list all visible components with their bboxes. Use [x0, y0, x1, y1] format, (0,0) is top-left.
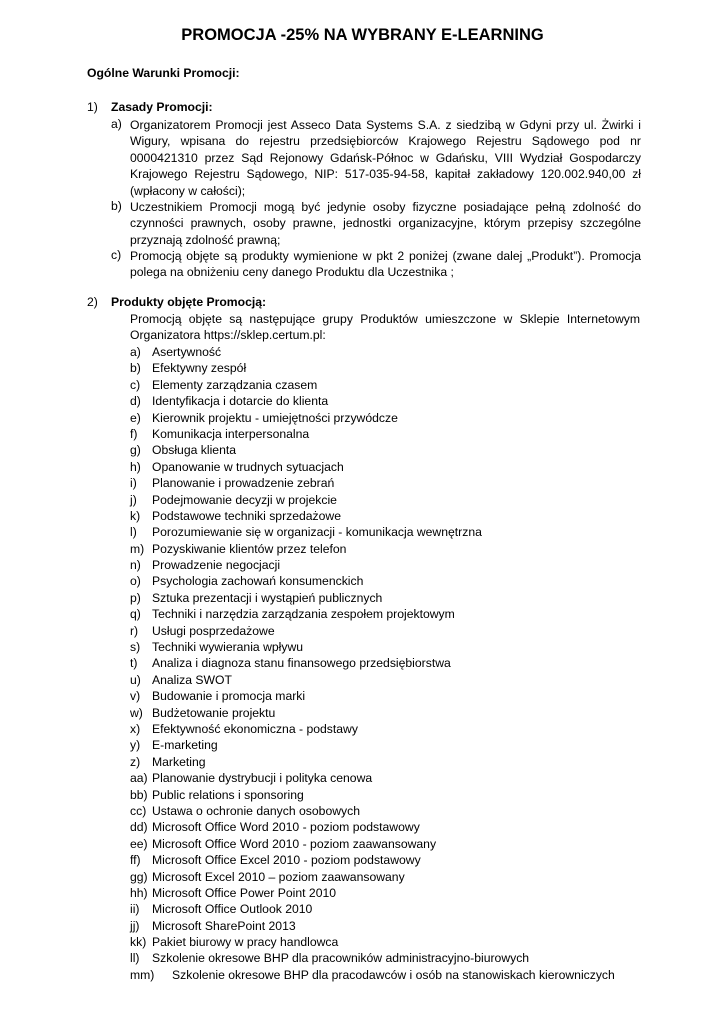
product-label: aa) — [130, 771, 148, 786]
product-list-item — [130, 852, 650, 868]
product-label: dd) — [130, 820, 148, 835]
product-label: t) — [130, 656, 138, 671]
product-name: Efektywny zespół — [152, 361, 247, 376]
section-1-number: 1) — [87, 100, 98, 114]
product-list-item — [130, 819, 650, 835]
product-name: Microsoft Office Word 2010 - poziom podstawowy — [152, 820, 420, 835]
product-list-item — [130, 934, 650, 950]
product-name: Podejmowanie decyzji w projekcie — [152, 492, 337, 507]
section-1-title: Zasady Promocji: — [111, 100, 213, 114]
product-name: Microsoft SharePoint 2013 — [152, 918, 296, 933]
product-label: ff) — [130, 853, 141, 868]
product-label: r) — [130, 623, 139, 638]
product-label: u) — [130, 672, 141, 687]
product-label: m) — [130, 541, 145, 556]
product-label: x) — [130, 721, 141, 736]
product-name: Usługi posprzedażowe — [152, 623, 275, 638]
product-label: mm) — [130, 967, 155, 982]
product-label: ll) — [130, 951, 140, 966]
product-list-item — [130, 901, 650, 917]
section-1-item-a — [111, 117, 641, 199]
product-label: bb) — [130, 787, 148, 802]
product-name: Planowanie dystrybucji i polityka cenowa — [152, 771, 373, 786]
product-list-item — [130, 475, 650, 491]
product-name: Microsoft Office Outlook 2010 — [152, 902, 313, 917]
item-label: b) — [111, 199, 122, 213]
product-name: Techniki i narzędzia zarządzania zespołem projektowym — [152, 607, 455, 622]
product-name: Opanowanie w trudnych sytuacjach — [152, 459, 344, 474]
product-label: c) — [130, 377, 141, 392]
product-name: Microsoft Office Word 2010 - poziom zaawansowany — [152, 836, 437, 851]
product-label: w) — [130, 705, 143, 720]
product-label: f) — [130, 426, 138, 441]
product-name: Asertywność — [152, 345, 222, 359]
product-name: Psychologia zachowań konsumenckich — [152, 574, 364, 589]
product-list-item — [130, 410, 650, 426]
product-list-item — [130, 344, 650, 360]
item-text: Uczestnikiem Promocji mogą być jedynie osoby fizyczne posiadające pełną zdolność do czynności prawnych, osoby prawne, jednostki organizacyjne, którym przepisy szczególne przyznają zdolność prawną; — [130, 200, 641, 247]
section-1-item-b — [111, 199, 641, 248]
product-list-item — [130, 672, 650, 688]
product-list-item — [130, 655, 650, 671]
product-label: cc) — [130, 803, 147, 818]
product-list-item — [130, 360, 650, 376]
item-text: Organizatorem Promocji jest Asseco Data Systems S.A. z siedzibą w Gdyni przy ul. Żwirki i Wigury, wpisana do rejestru przedsiębiorców Krajowego Rejestru Sądowego pod nr 0000421310 przez Sąd Rejonowy Gdańsk-Północ w Gdańsku, VIII Wydział Gospodarczy Krajowego Rejestru Sądowego, NIP: 517-035-94-58, kapitał zakładowy 120.002.940,00 zł (wpłacony w całości); — [130, 118, 641, 198]
product-name: Planowanie i prowadzenie zebrań — [152, 476, 335, 491]
page-title: PROMOCJA -25% NA WYBRANY E-LEARNING — [181, 26, 544, 44]
product-list-item — [130, 688, 650, 704]
section-2-title: Produkty objęte Promocją: — [111, 295, 267, 309]
product-list-item — [130, 508, 650, 524]
product-name: Komunikacja interpersonalna — [152, 426, 310, 441]
product-list-item — [130, 787, 650, 803]
product-name: Porozumiewanie się w organizacji - komunikacja wewnętrzna — [152, 525, 482, 540]
product-name: Microsoft Office Excel 2010 - poziom podstawowy — [152, 853, 421, 868]
product-list-item — [130, 557, 650, 573]
product-list-item — [130, 573, 650, 589]
product-label: q) — [130, 607, 141, 622]
product-label: l) — [130, 525, 137, 540]
product-label: kk) — [130, 935, 147, 950]
product-list-item — [130, 377, 650, 393]
product-list-item — [130, 623, 650, 639]
product-name: Elementy zarządzania czasem — [152, 377, 318, 392]
product-label: ii) — [130, 902, 140, 917]
section-2-number: 2) — [87, 295, 98, 309]
product-label: e) — [130, 410, 141, 425]
product-list-item — [130, 541, 650, 557]
product-list-item — [130, 492, 650, 508]
product-list-item — [130, 393, 650, 409]
product-name: Efektywność ekonomiczna - podstawy — [152, 721, 358, 736]
item-label: c) — [111, 248, 122, 262]
product-name: Ustawa o ochronie danych osobowych — [152, 803, 360, 818]
product-list-item — [130, 524, 650, 540]
item-label: a) — [111, 117, 122, 131]
product-name: Obsługa klienta — [152, 443, 237, 458]
product-list-item — [130, 606, 650, 622]
product-name: Pakiet biurowy w pracy handlowca — [152, 935, 339, 950]
product-list-item — [130, 950, 650, 966]
product-list-item — [130, 426, 650, 442]
product-label: b) — [130, 361, 141, 376]
product-label: o) — [130, 574, 141, 589]
product-name: Public relations i sponsoring — [152, 787, 304, 802]
product-label: v) — [130, 689, 141, 704]
product-name: Marketing — [152, 754, 206, 769]
product-list-item — [130, 836, 650, 852]
product-name: Sztuka prezentacji i wystąpień publicznych — [152, 590, 383, 605]
product-name: Identyfikacja i dotarcie do klienta — [152, 394, 329, 409]
product-name: Pozyskiwanie klientów przez telefon — [152, 541, 347, 556]
product-name: Analiza SWOT — [152, 672, 232, 687]
product-label: hh) — [130, 885, 148, 900]
product-list-item — [130, 459, 650, 475]
product-list-item — [130, 967, 650, 983]
product-name: Podstawowe techniki sprzedażowe — [152, 508, 342, 523]
product-label: y) — [130, 738, 141, 753]
product-label: a) — [130, 345, 141, 359]
product-name: Analiza i diagnoza stanu finansowego przedsiębiorstwa — [152, 656, 451, 671]
section-2-intro: Promocją objęte są następujące grupy Produktów umieszczone w Sklepie Internetowym Organizatora https://sklep.certum.pl: — [130, 312, 640, 343]
product-label: k) — [130, 508, 141, 523]
product-label: n) — [130, 558, 141, 573]
product-label: z) — [130, 754, 141, 769]
product-label: p) — [130, 590, 141, 605]
product-name: Kierownik projektu - umiejętności przywódcze — [152, 410, 398, 425]
product-list-item — [130, 737, 650, 753]
product-label: ee) — [130, 836, 148, 851]
product-list-item — [130, 869, 650, 885]
product-list-item — [130, 590, 650, 606]
product-list-item — [130, 639, 650, 655]
general-terms-heading: Ogólne Warunki Promocji: — [87, 66, 240, 80]
product-list-item — [130, 442, 650, 458]
product-label: d) — [130, 394, 141, 409]
product-list-item — [130, 705, 650, 721]
product-name: E-marketing — [152, 738, 218, 753]
product-label: gg) — [130, 869, 148, 884]
product-name: Techniki wywierania wpływu — [152, 640, 304, 655]
product-list-item — [130, 721, 650, 737]
product-list-item — [130, 918, 650, 934]
product-label: i) — [130, 476, 137, 491]
product-name: Prowadzenie negocjacji — [152, 558, 281, 573]
product-list-item — [130, 754, 650, 770]
product-list-item — [130, 770, 650, 786]
product-label: j) — [130, 492, 137, 507]
product-name: Microsoft Office Power Point 2010 — [152, 885, 337, 900]
product-name: Szkolenie okresowe BHP dla pracodawców i osób na stanowiskach kierowniczych — [172, 967, 615, 982]
product-label: h) — [130, 459, 141, 474]
item-text: Promocją objęte są produkty wymienione w pkt 2 poniżej (zwane dalej „Produkt”). Promocja polega na obniżeniu ceny danego Produktu dla Uczestnika ; — [130, 249, 641, 280]
product-list — [130, 344, 650, 983]
product-name: Microsoft Excel 2010 – poziom zaawansowany — [152, 869, 405, 884]
product-label: s) — [130, 640, 141, 655]
product-label: jj) — [130, 918, 140, 933]
product-name: Budżetowanie projektu — [152, 705, 276, 720]
product-list-item — [130, 885, 650, 901]
product-list-item — [130, 803, 650, 819]
product-name: Szkolenie okresowe BHP dla pracowników administracyjno-biurowych — [152, 951, 530, 966]
product-label: g) — [130, 443, 141, 458]
section-1-item-c — [111, 248, 641, 281]
product-name: Budowanie i promocja marki — [152, 689, 306, 704]
